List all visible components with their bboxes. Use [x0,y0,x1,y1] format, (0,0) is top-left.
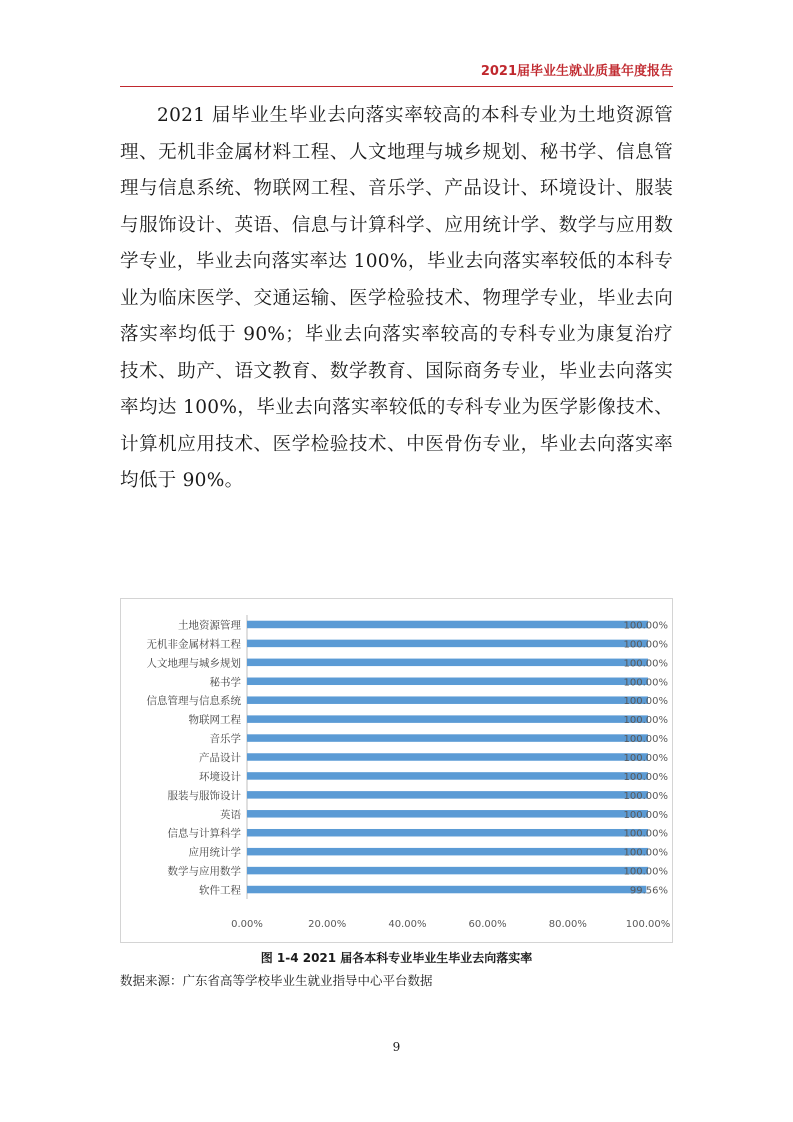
bar [247,791,648,799]
category-label: 物联网工程 [188,714,241,727]
x-tick-label: 0.00% [231,919,263,930]
bar [247,810,648,818]
data-label: 100.00% [623,753,668,764]
data-label: 100.00% [623,734,668,746]
header-divider [120,86,673,87]
data-label: 100.00% [623,790,668,802]
data-label: 100.00% [623,696,668,708]
bar [247,640,648,648]
data-label: 100.00% [623,828,668,840]
data-label: 100.00% [623,771,668,783]
category-label: 无机非金属材料工程 [146,638,241,651]
category-label: 环境设计 [199,770,241,783]
bar [247,696,648,704]
bar [247,678,648,686]
data-label: 100.00% [623,677,668,689]
category-label: 产品设计 [199,752,241,764]
category-label: 软件工程 [199,884,241,897]
bar [247,753,648,761]
data-label: 99.56% [629,885,668,897]
chart-svg [121,599,674,944]
bar [247,886,646,894]
bar [247,829,648,837]
category-label: 土地资源管理 [178,619,241,632]
data-label: 100.00% [623,715,668,727]
figure-caption: 图 1-4 2021 届各本科专业毕业生毕业去向落实率 [260,951,533,965]
body-paragraph: 2021 届毕业生毕业去向落实率较高的本科专业为土地资源管理、无机非金属材料工程、人文地理与城乡规划、秘书学、信息管理与信息系统、物联网工程、音乐学、产品设计、环境设计、服装与服饰设计、英语、信息与计算科学、应用统计学、数学与应用数学专业，毕业去向落实率达 100%，毕业去向落实率较低的本科专业为临床医学、交通运输、医学检验技术、物理学专业，毕业去向落实率均低于 90%；毕业去向落实率较高的专科专业为康复治疗技术、助产、语文教育、数学教育、国际商务专业，毕业去向落实率均达 100%，毕业去向落实率较低的专科专业为医学影像技术、计算机应用技术、医学检验技术、中医骨伤专业，毕业去向落实率均低于 90%。 [120,105,673,491]
report-header-title: 2021届毕业生就业质量年度报告 [480,64,673,79]
data-label: 100.00% [623,866,668,878]
x-tick-label: 20.00% [308,919,347,930]
data-source-note: 数据来源：广东省高等学校毕业生就业指导中心平台数据 [120,973,433,988]
bar [247,867,648,875]
x-tick-label: 80.00% [548,919,587,930]
category-label: 数学与应用数学 [167,865,241,878]
bar [247,621,648,629]
category-label: 秘书学 [209,676,241,689]
data-label: 100.00% [623,658,668,670]
category-label: 音乐学 [209,733,241,746]
bar [247,715,648,723]
x-tick-label: 40.00% [388,919,427,930]
data-label: 100.00% [623,639,668,651]
bar [247,772,648,780]
data-label: 100.00% [623,847,668,859]
category-label: 英语 [220,808,241,821]
x-tick-label: 100.00% [625,919,671,930]
data-label: 100.00% [623,620,668,632]
category-label: 服装与服饰设计 [167,789,241,802]
data-label: 100.00% [623,809,668,821]
x-tick-label: 60.00% [468,919,507,930]
bar [247,848,648,856]
bar-chart [120,598,673,943]
bar [247,734,648,742]
bar [247,659,648,667]
page-number: 9 [392,1040,401,1054]
category-label: 信息与计算科学 [167,827,241,840]
category-label: 应用统计学 [188,846,241,859]
category-label: 信息管理与信息系统 [146,695,241,708]
category-label: 人文地理与城乡规划 [146,657,241,670]
